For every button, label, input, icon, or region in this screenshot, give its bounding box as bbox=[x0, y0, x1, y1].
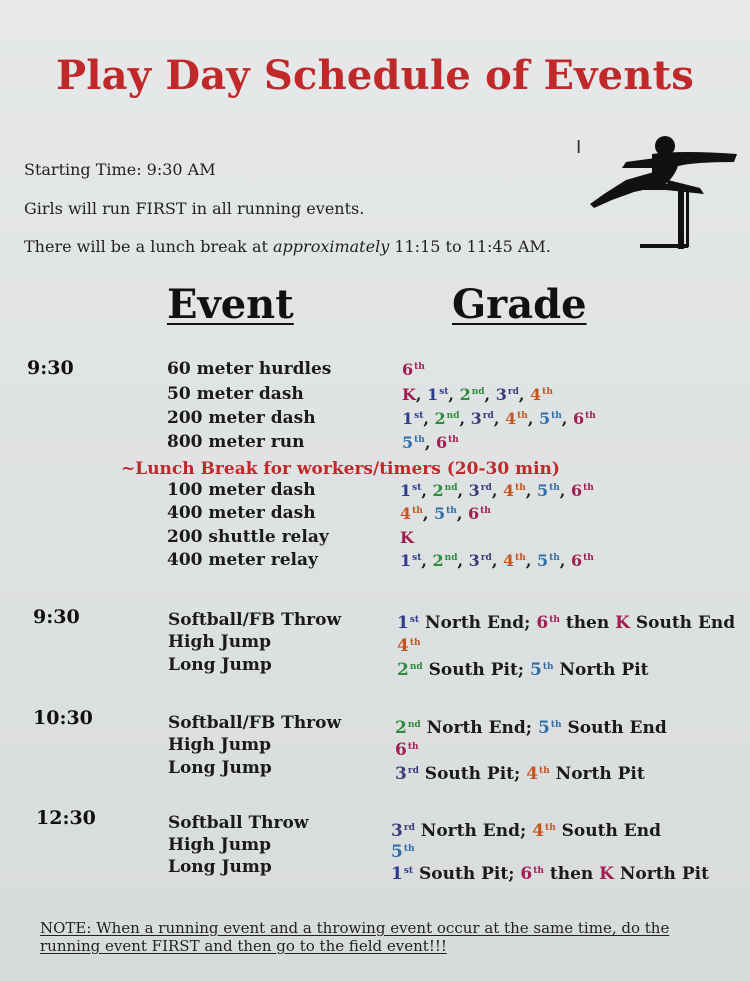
grade-text: South Pit; bbox=[418, 764, 527, 784]
grade-line: K, 1st, 2nd, 3rd, 4th bbox=[402, 385, 553, 404]
grade-label: 6th bbox=[395, 740, 419, 760]
grade-text: South Pit; bbox=[422, 660, 530, 680]
grade-text: North End; bbox=[419, 613, 537, 633]
grade-label: 6th bbox=[570, 551, 594, 570]
grade-text: South End bbox=[555, 821, 661, 841]
grade-label: 3rd bbox=[395, 764, 419, 784]
event-header: Event bbox=[167, 281, 294, 328]
grade-label: 6th bbox=[402, 360, 425, 379]
grade-line: 1st, 2nd, 3rd, 4th, 5th, 6th bbox=[400, 481, 594, 500]
grade-text: then bbox=[543, 864, 600, 884]
event-400m-relay: 400 meter relay bbox=[167, 550, 318, 570]
event-high-jump: High Jump bbox=[168, 835, 271, 855]
girls-run-first: Girls will run FIRST in all running events. bbox=[24, 199, 365, 218]
grade-label: 3rd bbox=[468, 481, 492, 500]
grade-line bbox=[400, 528, 414, 547]
grade-text: North End; bbox=[414, 821, 533, 841]
grade-text: then bbox=[559, 613, 616, 633]
grade-text: North Pit bbox=[613, 864, 709, 884]
grade-label: 4th bbox=[502, 481, 526, 500]
grade-label: 5th bbox=[538, 409, 562, 428]
lunch-break-info: There will be a lunch break at approximately 11:15 to 11:45 AM. bbox=[24, 237, 551, 256]
event-800m-run: 800 meter run bbox=[167, 432, 305, 452]
footer-note bbox=[40, 919, 680, 955]
page-title: Play Day Schedule of Events bbox=[56, 52, 694, 99]
grade-label: 1st bbox=[391, 864, 414, 884]
event-long-jump: Long Jump bbox=[168, 857, 272, 877]
grade-label: 6th bbox=[435, 433, 459, 452]
section1-time: 9:30 bbox=[27, 357, 74, 379]
grade-label: 5th bbox=[530, 660, 554, 680]
grade-label: 2nd bbox=[397, 660, 423, 680]
grade-label: 5th bbox=[536, 481, 560, 500]
grade-line: 1st, 2nd, 3rd, 4th, 5th, 6th bbox=[402, 409, 596, 428]
event-400m-dash: 400 meter dash bbox=[167, 503, 316, 523]
grade-label: 5th bbox=[402, 433, 425, 452]
event-softball-throw: Softball Throw bbox=[168, 813, 309, 833]
event-long-jump: Long Jump bbox=[168, 655, 272, 675]
grade-label: K bbox=[599, 864, 614, 884]
grade-label: 2nd bbox=[395, 718, 421, 738]
grade-label: 1st bbox=[427, 385, 449, 404]
grade-label: 4th bbox=[530, 385, 553, 404]
grade-label: 4th bbox=[502, 551, 526, 570]
grade-label: 6th bbox=[536, 613, 560, 633]
event-200-shuttle-relay: 200 shuttle relay bbox=[167, 527, 329, 547]
note-line-2: running event FIRST and then go to the field event!!! bbox=[40, 937, 447, 955]
grade-label: 6th bbox=[467, 504, 491, 523]
section2-time: 9:30 bbox=[33, 606, 80, 628]
event-high-jump: High Jump bbox=[168, 632, 271, 652]
grade-line bbox=[395, 718, 667, 738]
event-long-jump: Long Jump bbox=[168, 758, 272, 778]
grade-label: 5th bbox=[536, 551, 560, 570]
grade-line bbox=[395, 764, 645, 784]
grade-label: 2nd bbox=[432, 551, 458, 570]
grade-label: K bbox=[400, 528, 414, 547]
section4-time: 12:30 bbox=[36, 807, 96, 829]
starting-time: Starting Time: 9:30 AM bbox=[24, 160, 216, 179]
grade-line bbox=[391, 864, 709, 884]
grade-label: 3rd bbox=[468, 551, 492, 570]
grade-label: 5th bbox=[391, 842, 415, 862]
grade-label: 2nd bbox=[432, 481, 458, 500]
grade-label: 1st bbox=[397, 613, 420, 633]
grade-line: 1st, 2nd, 3rd, 4th, 5th, 6th bbox=[400, 551, 594, 570]
grade-text: North Pit bbox=[549, 764, 645, 784]
grade-label: 4th bbox=[526, 764, 550, 784]
event-200m-dash: 200 meter dash bbox=[167, 408, 316, 428]
section3-time: 10:30 bbox=[33, 707, 93, 729]
grade-line bbox=[397, 613, 735, 633]
grade-line: 4th, 5th, 6th bbox=[400, 504, 491, 523]
grade-line bbox=[397, 660, 649, 680]
event-high-jump: High Jump bbox=[168, 735, 271, 755]
grade-label: K bbox=[402, 385, 416, 404]
lunch-break-banner: ~Lunch Break for workers/timers (20-30 min) bbox=[121, 459, 560, 479]
grade-label: 2nd bbox=[434, 409, 460, 428]
event-100m-dash: 100 meter dash bbox=[167, 480, 316, 500]
grade-label: 4th bbox=[504, 409, 528, 428]
grade-label: 3rd bbox=[470, 409, 494, 428]
hurdler-icon bbox=[582, 132, 742, 257]
grade-label: 1st bbox=[400, 551, 422, 570]
event-60m-hurdles: 60 meter hurdles bbox=[167, 359, 332, 379]
grade-label: 5th bbox=[537, 718, 562, 738]
grade-label: 4th bbox=[532, 821, 556, 841]
grade-label: 5th bbox=[433, 504, 457, 523]
grade-text: South End bbox=[561, 718, 667, 738]
grade-line bbox=[391, 842, 415, 862]
text-cursor-icon: I bbox=[576, 137, 582, 158]
event-softball-fb-throw: Softball/FB Throw bbox=[168, 713, 342, 733]
grade-label: 4th bbox=[397, 636, 421, 656]
grade-text: South End bbox=[629, 613, 736, 633]
grade-line bbox=[395, 740, 419, 760]
grade-line bbox=[402, 360, 425, 379]
grade-text: South Pit; bbox=[413, 864, 521, 884]
grade-label: 3rd bbox=[495, 385, 519, 404]
grade-line: 5th, 6th bbox=[402, 433, 459, 452]
grade-text: North Pit bbox=[553, 660, 649, 680]
grade-text: North End; bbox=[420, 718, 538, 738]
event-softball-fb-throw: Softball/FB Throw bbox=[168, 610, 342, 630]
grade-label: 1st bbox=[400, 481, 422, 500]
grade-label: 6th bbox=[572, 409, 596, 428]
grade-label: 4th bbox=[400, 504, 423, 523]
grade-header: Grade bbox=[452, 281, 587, 328]
grade-label: 6th bbox=[520, 864, 544, 884]
grade-label: K bbox=[615, 613, 630, 633]
grade-label: 6th bbox=[570, 481, 594, 500]
grade-label: 1st bbox=[402, 409, 424, 428]
event-50m-dash: 50 meter dash bbox=[167, 384, 304, 404]
grade-label: 3rd bbox=[391, 821, 415, 841]
grade-line bbox=[391, 821, 661, 841]
grade-line bbox=[397, 636, 421, 656]
grade-label: 2nd bbox=[459, 385, 485, 404]
note-line-1: NOTE: When a running event and a throwing event occur at the same time, do the bbox=[40, 919, 670, 937]
